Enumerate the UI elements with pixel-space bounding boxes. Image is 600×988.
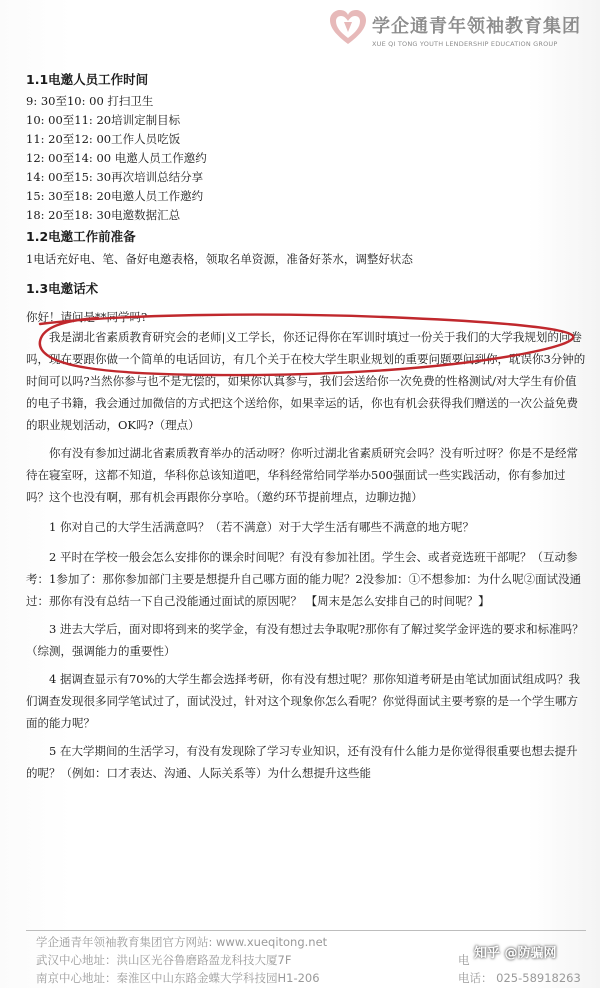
- script-question: 4 据调查显示有70%的大学生都会选择考研，你有没有想过呢？那你知道考研是由笔试加面试组成吗？我们调查发现很多同学笔试过了，面试没过，针对这个现象你怎么看呢？你觉得面试主要考察的是一个学生哪方面的能力呢？: [26, 672, 581, 730]
- preparation-text: 1电话充好电、笔、备好电邀表格，领取名单资源，准备好茶水，调整好状态: [26, 252, 413, 266]
- footer-nanjing-address: 南京中心地址：秦淮区中山东路金蝶大学科技园H1-206: [36, 971, 320, 985]
- footer-wuhan-address: 武汉中心地址：洪山区光谷鲁磨路盈龙科技大厦7F: [36, 953, 292, 967]
- section-heading-preparation: 1.2电邀工作前准备: [26, 229, 136, 244]
- logo-title: 学企通青年领袖教育集团: [372, 16, 581, 37]
- script-greeting: 你好！请问是**同学吗?: [26, 310, 148, 324]
- section-heading-work-hours: 1.1电邀人员工作时间: [26, 72, 149, 87]
- footer-website: 学企通青年领袖教育集团官方网站: www.xueqitong.net: [36, 935, 328, 949]
- handwritten-circle-annotation: [28, 310, 588, 390]
- schedule-item: 18: 20至18: 30电邀数据汇总: [26, 208, 181, 222]
- script-question: 5 在大学期间的生活学习，有没有发现除了学习专业知识，还有没有什么能力是你觉得很重要也想去提升的呢？（例如：口才表达、沟通、人际关系等）为什么想提升这些能: [26, 744, 578, 780]
- schedule-item: 9: 30至10: 00 打扫卫生: [26, 94, 154, 108]
- heart-logo-icon: [328, 8, 368, 48]
- schedule-item: 15: 30至18: 20电邀人员工作邀约: [26, 189, 204, 203]
- brand-logo: [328, 6, 594, 54]
- footer-divider: [26, 930, 586, 931]
- logo-subtitle: XUE QI TONG YOUTH LENDERSHIP EDUCATION GROUP: [372, 40, 558, 48]
- script-question: 1 你对自己的大学生活满意吗？（若不满意）对于大学生活有哪些不满意的地方呢？: [49, 520, 474, 534]
- section-heading-script: 1.3电邀话术: [26, 281, 99, 296]
- document-body: [26, 68, 586, 784]
- script-paragraph: 我是湖北省素质教育研究会的老师|义工学长，你还记得你在军训时填过一份关于我们的大学我规划的问卷吗，现在要跟你做一个简单的电话回访，有几个关于在校大学生职业规划的重要问题要问到你，耽误你3分钟的时间可以吗?当然你参与也不是无偿的，如果你认真参与，我们会送给你一次免费的性格测试/对大学生有价值的电子书籍，我会通过加微信的方式把这个送给你，如果幸运的话，你也有机会获得我们赠送的一次公益免费的职业规划活动，OK吗?（理点）: [26, 330, 586, 432]
- schedule-item: 12: 00至14: 00 电邀人员工作邀约: [26, 151, 207, 165]
- schedule-item: 10: 00至11: 20培训定制目标: [26, 113, 181, 127]
- schedule-item: 11: 20至12: 00工作人员吃饭: [26, 132, 181, 146]
- script-question: 2 平时在学校一般会怎么安排你的课余时间呢？有没有参加社团。学生会、或者竞选班干部呢？（互动参考：1参加了：那你参加部门主要是想提升自己哪方面的能力呢？2没参加：①不想参加：为什么呢②面试没通过：那你有没有总结一下自己没能通过面试的原因呢？ 【周末是怎么安排自己的时间呢？】: [26, 550, 582, 608]
- script-paragraph: 你有没有参加过湖北省素质教育举办的活动呀？你听过湖北省素质研究会吗？没有听过呀？你是不是经常待在寝室呀，这都不知道，华科你总该知道吧，华科经常给同学举办500强面试一些实践活动，你有参加过吗？这个也没有啊，那有机会再跟你分享哈。（邀约环节提前埋点，边聊边抛）: [26, 446, 578, 504]
- footer-phone: 电话： 025-58918263: [458, 971, 581, 985]
- footer-phone-label: 电: [458, 953, 470, 967]
- schedule-item: 14: 00至15: 30再次培训总结分享: [26, 170, 204, 184]
- script-question: 3 进去大学后，面对即将到来的奖学金，有没有想过去争取呢?那你有了解过奖学金评选的要求和标准吗？（综测，强调能力的重要性）: [26, 622, 584, 658]
- schedule-list: [26, 92, 586, 225]
- watermark: 知乎 @防骗网: [474, 946, 557, 961]
